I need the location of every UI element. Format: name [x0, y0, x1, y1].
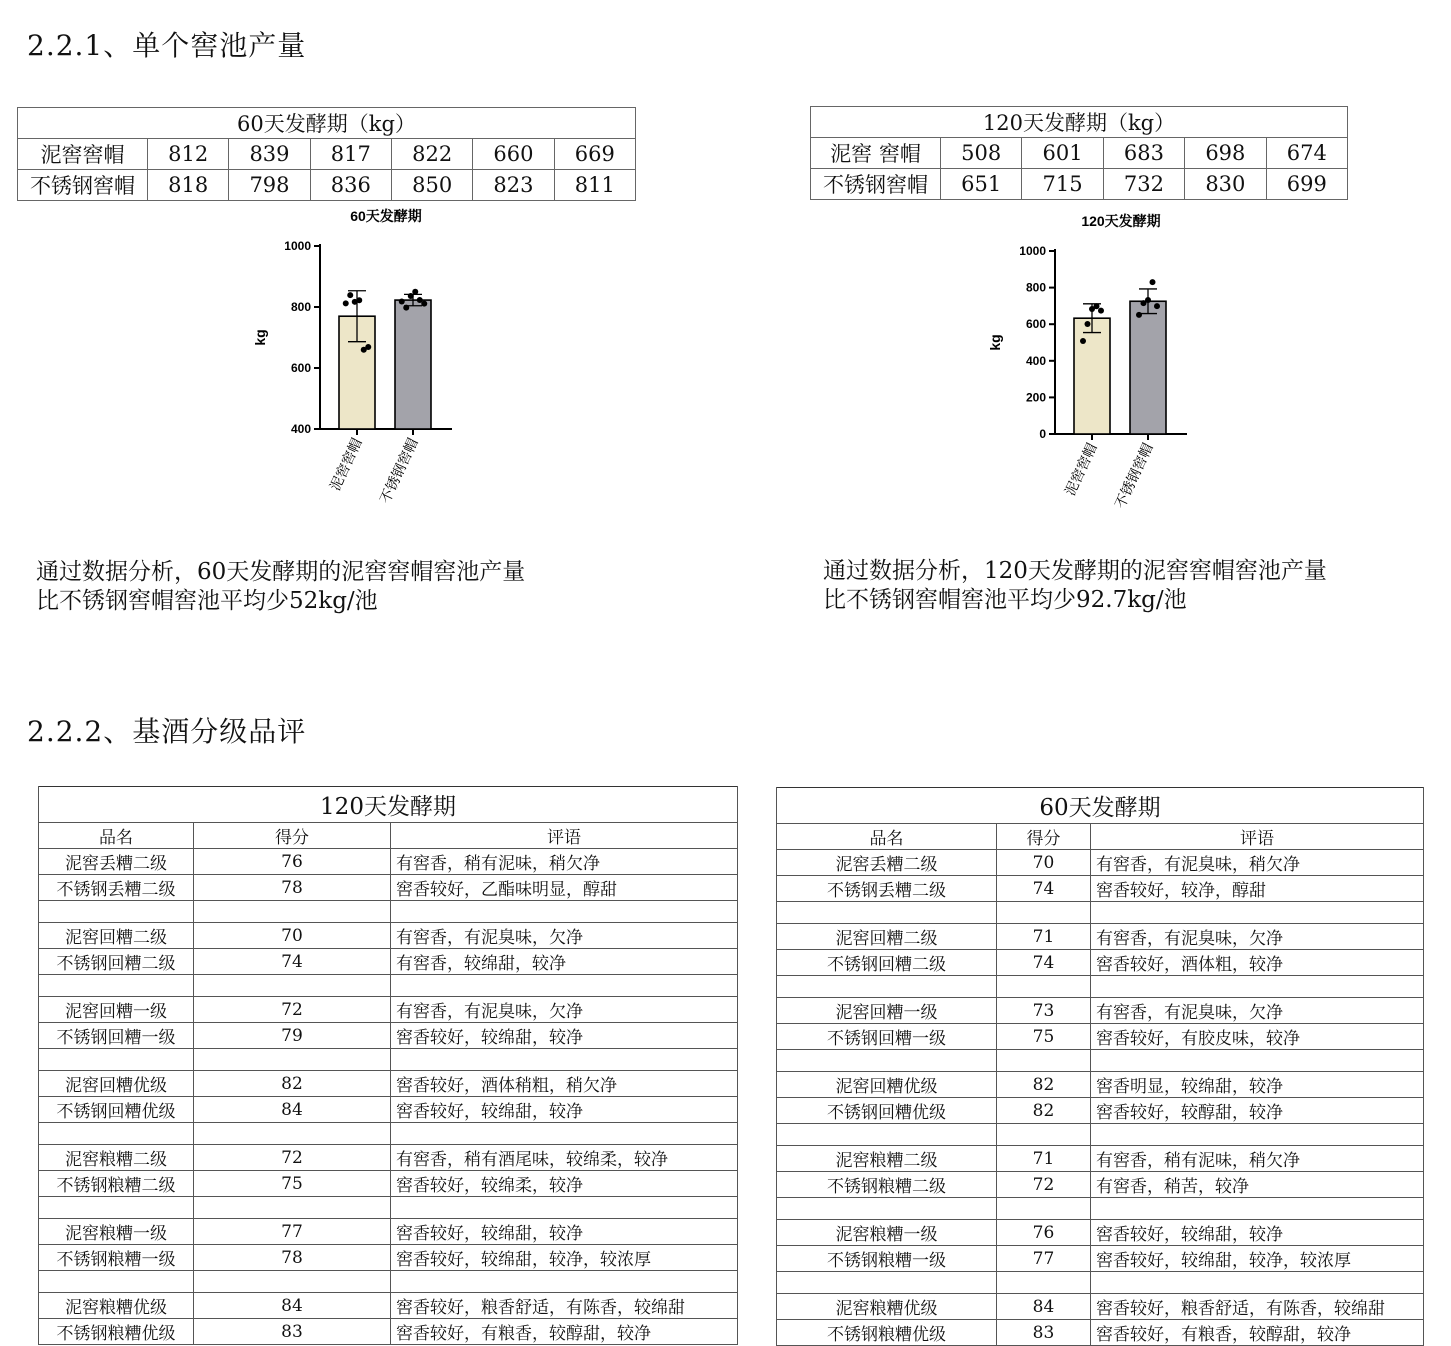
comment-cell: 有窖香，较绵甜，较净	[391, 949, 738, 975]
table-row	[39, 997, 738, 1023]
table-row	[39, 1293, 738, 1319]
summary-line: 通过数据分析，120天发酵期的泥窖窖帽窖池产量	[823, 558, 1327, 584]
spacer-row	[39, 1197, 738, 1219]
data-point	[1080, 338, 1086, 344]
column-header: 品名	[39, 823, 194, 849]
table-row	[777, 876, 1424, 902]
chart-title: 120天发酵期	[1081, 213, 1161, 229]
comment-cell: 窖香较好，有胶皮味，较净	[1091, 1024, 1424, 1050]
comment-cell: 窖香较好，较绵甜，较净，较浓厚	[391, 1245, 738, 1271]
bar	[1074, 318, 1110, 434]
table-title-row	[777, 788, 1424, 824]
spacer-row	[777, 902, 1424, 924]
y-tick-label: 800	[290, 300, 311, 314]
comment-cell: 窖香较好，乙酯味明显，醇甜	[391, 875, 738, 901]
data-point	[365, 344, 371, 350]
table-row	[777, 1098, 1424, 1124]
empty-cell	[391, 1197, 738, 1219]
y-tick-label: 400	[1025, 353, 1046, 368]
product-name-cell: 不锈钢丢糟二级	[777, 876, 997, 902]
empty-cell	[1091, 976, 1424, 998]
table-header-row	[777, 824, 1424, 850]
bar-chart-60	[240, 200, 500, 520]
product-name-cell: 泥窖回糟优级	[39, 1071, 194, 1097]
comment-cell: 窖香较好，酒体粗，较净	[1091, 950, 1424, 976]
score-cell: 78	[194, 1245, 391, 1271]
empty-cell	[194, 901, 391, 923]
empty-cell	[39, 1197, 194, 1219]
empty-cell	[1091, 1198, 1424, 1220]
table-cell: 715	[1022, 169, 1103, 200]
comment-cell: 有窖香，稍有泥味，稍欠净	[1091, 1146, 1424, 1172]
product-name-cell: 泥窖回糟优级	[777, 1072, 997, 1098]
summary-line: 通过数据分析，60天发酵期的泥窖窖帽窖池产量	[36, 559, 526, 585]
data-point	[1085, 321, 1091, 327]
score-cell: 71	[997, 1146, 1091, 1172]
empty-cell	[1091, 902, 1424, 924]
comment-cell: 窖香较好，较绵甜，较净，较浓厚	[1091, 1246, 1424, 1272]
comment-cell: 有窖香，稍有酒尾味，较绵柔，较净	[391, 1145, 738, 1171]
data-point	[1094, 303, 1100, 309]
comment-cell: 窖香较好，酒体稍粗，稍欠净	[391, 1071, 738, 1097]
empty-cell	[777, 902, 997, 924]
comment-cell: 窖香较好，较绵甜，较净	[391, 1023, 738, 1049]
data-point	[399, 299, 405, 305]
spacer-row	[777, 1050, 1424, 1072]
score-cell: 84	[194, 1293, 391, 1319]
spacer-row	[39, 1049, 738, 1071]
table-row	[39, 849, 738, 875]
comment-cell: 窖香较好，较净，醇甜	[1091, 876, 1424, 902]
y-tick-label: 400	[290, 422, 311, 436]
score-cell: 83	[194, 1319, 391, 1345]
summary-line: 比不锈钢窖帽窖池平均少92.7kg/池	[823, 587, 1187, 613]
table-row	[777, 950, 1424, 976]
comment-cell: 窖香较好，粮香舒适，有陈香，较绵甜	[1091, 1294, 1424, 1320]
empty-cell	[391, 975, 738, 997]
product-name-cell: 不锈钢丢糟二级	[39, 875, 194, 901]
y-tick-label: 1000	[1019, 244, 1046, 258]
row-label: 泥窖窖帽	[18, 139, 148, 170]
spacer-row	[39, 1123, 738, 1145]
data-point	[412, 289, 418, 295]
spacer-row	[39, 975, 738, 997]
score-cell: 72	[997, 1172, 1091, 1198]
bar-chart-120	[975, 205, 1235, 525]
empty-cell	[1091, 1050, 1424, 1072]
table-row	[777, 1320, 1424, 1346]
empty-cell	[391, 1123, 738, 1145]
comment-cell: 窖香较好，较绵甜，较净	[391, 1219, 738, 1245]
product-name-cell: 泥窖回糟二级	[777, 924, 997, 950]
yield-table-title: 120天发酵期（kg）	[811, 107, 1348, 138]
product-name-cell: 不锈钢回糟二级	[39, 949, 194, 975]
table-row	[39, 949, 738, 975]
table-cell: 830	[1185, 169, 1266, 200]
empty-cell	[777, 1050, 997, 1072]
empty-cell	[194, 1271, 391, 1293]
score-cell: 82	[997, 1072, 1091, 1098]
spacer-row	[777, 1124, 1424, 1146]
data-point	[408, 293, 414, 299]
product-name-cell: 不锈钢回糟一级	[777, 1024, 997, 1050]
y-tick-label: 800	[1025, 280, 1046, 295]
row-label: 不锈钢窖帽	[18, 170, 148, 201]
product-name-cell: 泥窖粮糟优级	[39, 1293, 194, 1319]
table-title: 60天发酵期	[777, 788, 1424, 824]
row-label: 泥窖 窖帽	[811, 138, 941, 169]
score-cell: 76	[997, 1220, 1091, 1246]
score-cell: 82	[997, 1098, 1091, 1124]
product-name-cell: 不锈钢回糟一级	[39, 1023, 194, 1049]
product-name-cell: 不锈钢回糟优级	[777, 1098, 997, 1124]
table-cell: 651	[941, 169, 1022, 200]
table-cell: 698	[1185, 138, 1266, 169]
comment-cell: 有窖香，有泥臭味，欠净	[1091, 924, 1424, 950]
empty-cell	[39, 1049, 194, 1071]
product-name-cell: 不锈钢回糟优级	[39, 1097, 194, 1123]
table-cell: 798	[229, 170, 310, 201]
data-point	[347, 292, 353, 298]
table-cell: 674	[1266, 138, 1347, 169]
empty-cell	[777, 1272, 997, 1294]
table-cell: 660	[473, 139, 554, 170]
table-row	[39, 1171, 738, 1197]
product-name-cell: 泥窖粮糟优级	[777, 1294, 997, 1320]
comment-cell: 有窖香，有泥臭味，稍欠净	[1091, 850, 1424, 876]
table-title: 120天发酵期	[39, 787, 738, 823]
score-cell: 70	[997, 850, 1091, 876]
table-cell: 839	[229, 139, 310, 170]
product-name-cell: 不锈钢粮糟二级	[39, 1171, 194, 1197]
product-name-cell: 泥窖粮糟二级	[39, 1145, 194, 1171]
comment-cell: 窖香较好，较醇甜，较净	[1091, 1098, 1424, 1124]
empty-cell	[194, 1049, 391, 1071]
data-point	[356, 297, 362, 303]
score-cell: 83	[997, 1320, 1091, 1346]
table-cell: 732	[1103, 169, 1184, 200]
y-axis-label: kg	[987, 334, 1003, 351]
comment-cell: 窖香较好，有粮香，较醇甜，较净	[1091, 1320, 1424, 1346]
empty-cell	[39, 975, 194, 997]
x-tick-label: 不锈钢窖帽	[1111, 440, 1156, 511]
tasting-table-120	[38, 786, 738, 1345]
table-cell: 669	[554, 139, 635, 170]
chart-title: 60天发酵期	[350, 208, 422, 224]
product-name-cell: 泥窖回糟二级	[39, 923, 194, 949]
score-cell: 74	[997, 876, 1091, 902]
empty-cell	[194, 1197, 391, 1219]
empty-cell	[997, 902, 1091, 924]
y-tick-label: 600	[1025, 317, 1046, 332]
summary-60	[36, 558, 525, 616]
score-cell: 75	[194, 1171, 391, 1197]
product-name-cell: 不锈钢粮糟优级	[39, 1319, 194, 1345]
score-cell: 84	[194, 1097, 391, 1123]
empty-cell	[997, 1198, 1091, 1220]
score-cell: 77	[997, 1246, 1091, 1272]
product-name-cell: 泥窖丢糟二级	[39, 849, 194, 875]
table-cell: 822	[391, 139, 472, 170]
section-heading-yield: 2.2.1、单个窖池产量	[27, 29, 307, 62]
table-row	[39, 875, 738, 901]
empty-cell	[997, 1124, 1091, 1146]
comment-cell: 窖香较好，较绵柔，较净	[391, 1171, 738, 1197]
table-cell: 836	[310, 170, 391, 201]
table-title-row	[39, 787, 738, 823]
comment-cell: 窖香较好，较绵甜，较净	[1091, 1220, 1424, 1246]
comment-cell: 有窖香，有泥臭味，欠净	[1091, 998, 1424, 1024]
empty-cell	[777, 1124, 997, 1146]
product-name-cell: 泥窖粮糟一级	[777, 1220, 997, 1246]
spacer-row	[39, 901, 738, 923]
data-point	[1098, 308, 1104, 314]
table-cell: 601	[1022, 138, 1103, 169]
table-row	[811, 138, 1348, 169]
empty-cell	[39, 1123, 194, 1145]
empty-cell	[997, 1272, 1091, 1294]
table-row	[18, 139, 636, 170]
table-cell: 823	[473, 170, 554, 201]
spacer-row	[777, 1272, 1424, 1294]
y-tick-label: 0	[1039, 427, 1046, 441]
table-header-row	[39, 823, 738, 849]
tasting-table-60	[776, 787, 1424, 1346]
data-point	[343, 300, 349, 306]
comment-cell: 有窖香，稍苦，较净	[1091, 1172, 1424, 1198]
empty-cell	[997, 1050, 1091, 1072]
column-header: 评语	[1091, 824, 1424, 850]
row-label: 不锈钢窖帽	[811, 169, 941, 200]
empty-cell	[391, 1271, 738, 1293]
comment-cell: 有窖香，有泥臭味，欠净	[391, 997, 738, 1023]
product-name-cell: 泥窖回糟一级	[39, 997, 194, 1023]
score-cell: 75	[997, 1024, 1091, 1050]
spacer-row	[39, 1271, 738, 1293]
y-axis-label: kg	[252, 329, 268, 346]
table-cell: 812	[148, 139, 229, 170]
empty-cell	[777, 976, 997, 998]
product-name-cell: 泥窖粮糟二级	[777, 1146, 997, 1172]
x-tick-label: 泥窖窖帽	[1061, 440, 1100, 499]
empty-cell	[777, 1198, 997, 1220]
section-heading-tasting: 2.2.2、基酒分级品评	[27, 715, 307, 748]
table-row	[39, 1219, 738, 1245]
y-tick-label: 1000	[284, 239, 311, 253]
table-cell: 699	[1266, 169, 1347, 200]
column-header: 评语	[391, 823, 738, 849]
table-row	[777, 1220, 1424, 1246]
x-tick-label: 不锈钢窖帽	[376, 435, 421, 506]
x-tick-label: 泥窖窖帽	[326, 435, 365, 494]
data-point	[1136, 312, 1142, 318]
table-row	[39, 1319, 738, 1345]
score-cell: 70	[194, 923, 391, 949]
empty-cell	[194, 975, 391, 997]
score-cell: 74	[194, 949, 391, 975]
table-row	[18, 170, 636, 201]
empty-cell	[997, 976, 1091, 998]
data-point	[421, 301, 427, 307]
table-row	[777, 924, 1424, 950]
table-row	[39, 1071, 738, 1097]
data-point	[1150, 279, 1156, 285]
product-name-cell: 泥窖丢糟二级	[777, 850, 997, 876]
y-tick-label: 200	[1025, 390, 1046, 405]
table-row	[811, 169, 1348, 200]
score-cell: 84	[997, 1294, 1091, 1320]
empty-cell	[194, 1123, 391, 1145]
table-row	[39, 1097, 738, 1123]
column-header: 得分	[997, 824, 1091, 850]
table-cell: 818	[148, 170, 229, 201]
score-cell: 71	[997, 924, 1091, 950]
table-cell: 683	[1103, 138, 1184, 169]
empty-cell	[391, 1049, 738, 1071]
score-cell: 77	[194, 1219, 391, 1245]
product-name-cell: 不锈钢粮糟二级	[777, 1172, 997, 1198]
product-name-cell: 不锈钢回糟二级	[777, 950, 997, 976]
table-row	[39, 1023, 738, 1049]
score-cell: 78	[194, 875, 391, 901]
table-cell: 811	[554, 170, 635, 201]
spacer-row	[777, 976, 1424, 998]
product-name-cell: 泥窖粮糟一级	[39, 1219, 194, 1245]
score-cell: 82	[194, 1071, 391, 1097]
product-name-cell: 不锈钢粮糟一级	[39, 1245, 194, 1271]
table-row	[39, 1245, 738, 1271]
score-cell: 73	[997, 998, 1091, 1024]
table-row	[39, 923, 738, 949]
score-cell: 72	[194, 997, 391, 1023]
table-row	[777, 998, 1424, 1024]
empty-cell	[39, 1271, 194, 1293]
table-row	[777, 850, 1424, 876]
score-cell: 72	[194, 1145, 391, 1171]
table-cell: 508	[941, 138, 1022, 169]
summary-120	[823, 557, 1327, 615]
table-row	[777, 1246, 1424, 1272]
empty-cell	[1091, 1272, 1424, 1294]
data-point	[1145, 297, 1151, 303]
table-row	[777, 1146, 1424, 1172]
comment-cell: 窖香较好，有粮香，较醇甜，较净	[391, 1319, 738, 1345]
product-name-cell: 不锈钢粮糟一级	[777, 1246, 997, 1272]
summary-line: 比不锈钢窖帽窖池平均少52kg/池	[36, 588, 378, 614]
yield-table-title: 60天发酵期（kg）	[18, 108, 636, 139]
data-point	[1154, 303, 1160, 309]
table-row	[777, 1072, 1424, 1098]
comment-cell: 窖香较好，较绵甜，较净	[391, 1097, 738, 1123]
score-cell: 74	[997, 950, 1091, 976]
product-name-cell: 泥窖回糟一级	[777, 998, 997, 1024]
score-cell: 79	[194, 1023, 391, 1049]
table-row	[777, 1172, 1424, 1198]
comment-cell: 窖香明显，较绵甜，较净	[1091, 1072, 1424, 1098]
comment-cell: 有窖香，有泥臭味，欠净	[391, 923, 738, 949]
table-cell: 850	[391, 170, 472, 201]
data-point	[403, 305, 409, 311]
yield-table-60	[17, 107, 636, 201]
table-row	[777, 1294, 1424, 1320]
empty-cell	[391, 901, 738, 923]
empty-cell	[1091, 1124, 1424, 1146]
table-cell: 817	[310, 139, 391, 170]
empty-cell	[39, 901, 194, 923]
column-header: 得分	[194, 823, 391, 849]
comment-cell: 窖香较好，粮香舒适，有陈香，较绵甜	[391, 1293, 738, 1319]
product-name-cell: 不锈钢粮糟优级	[777, 1320, 997, 1346]
yield-table-120	[810, 106, 1348, 200]
table-row	[777, 1024, 1424, 1050]
bar	[1130, 301, 1166, 434]
y-tick-label: 600	[290, 361, 311, 375]
bar	[395, 300, 431, 429]
table-row	[39, 1145, 738, 1171]
comment-cell: 有窖香，稍有泥味，稍欠净	[391, 849, 738, 875]
column-header: 品名	[777, 824, 997, 850]
spacer-row	[777, 1198, 1424, 1220]
score-cell: 76	[194, 849, 391, 875]
